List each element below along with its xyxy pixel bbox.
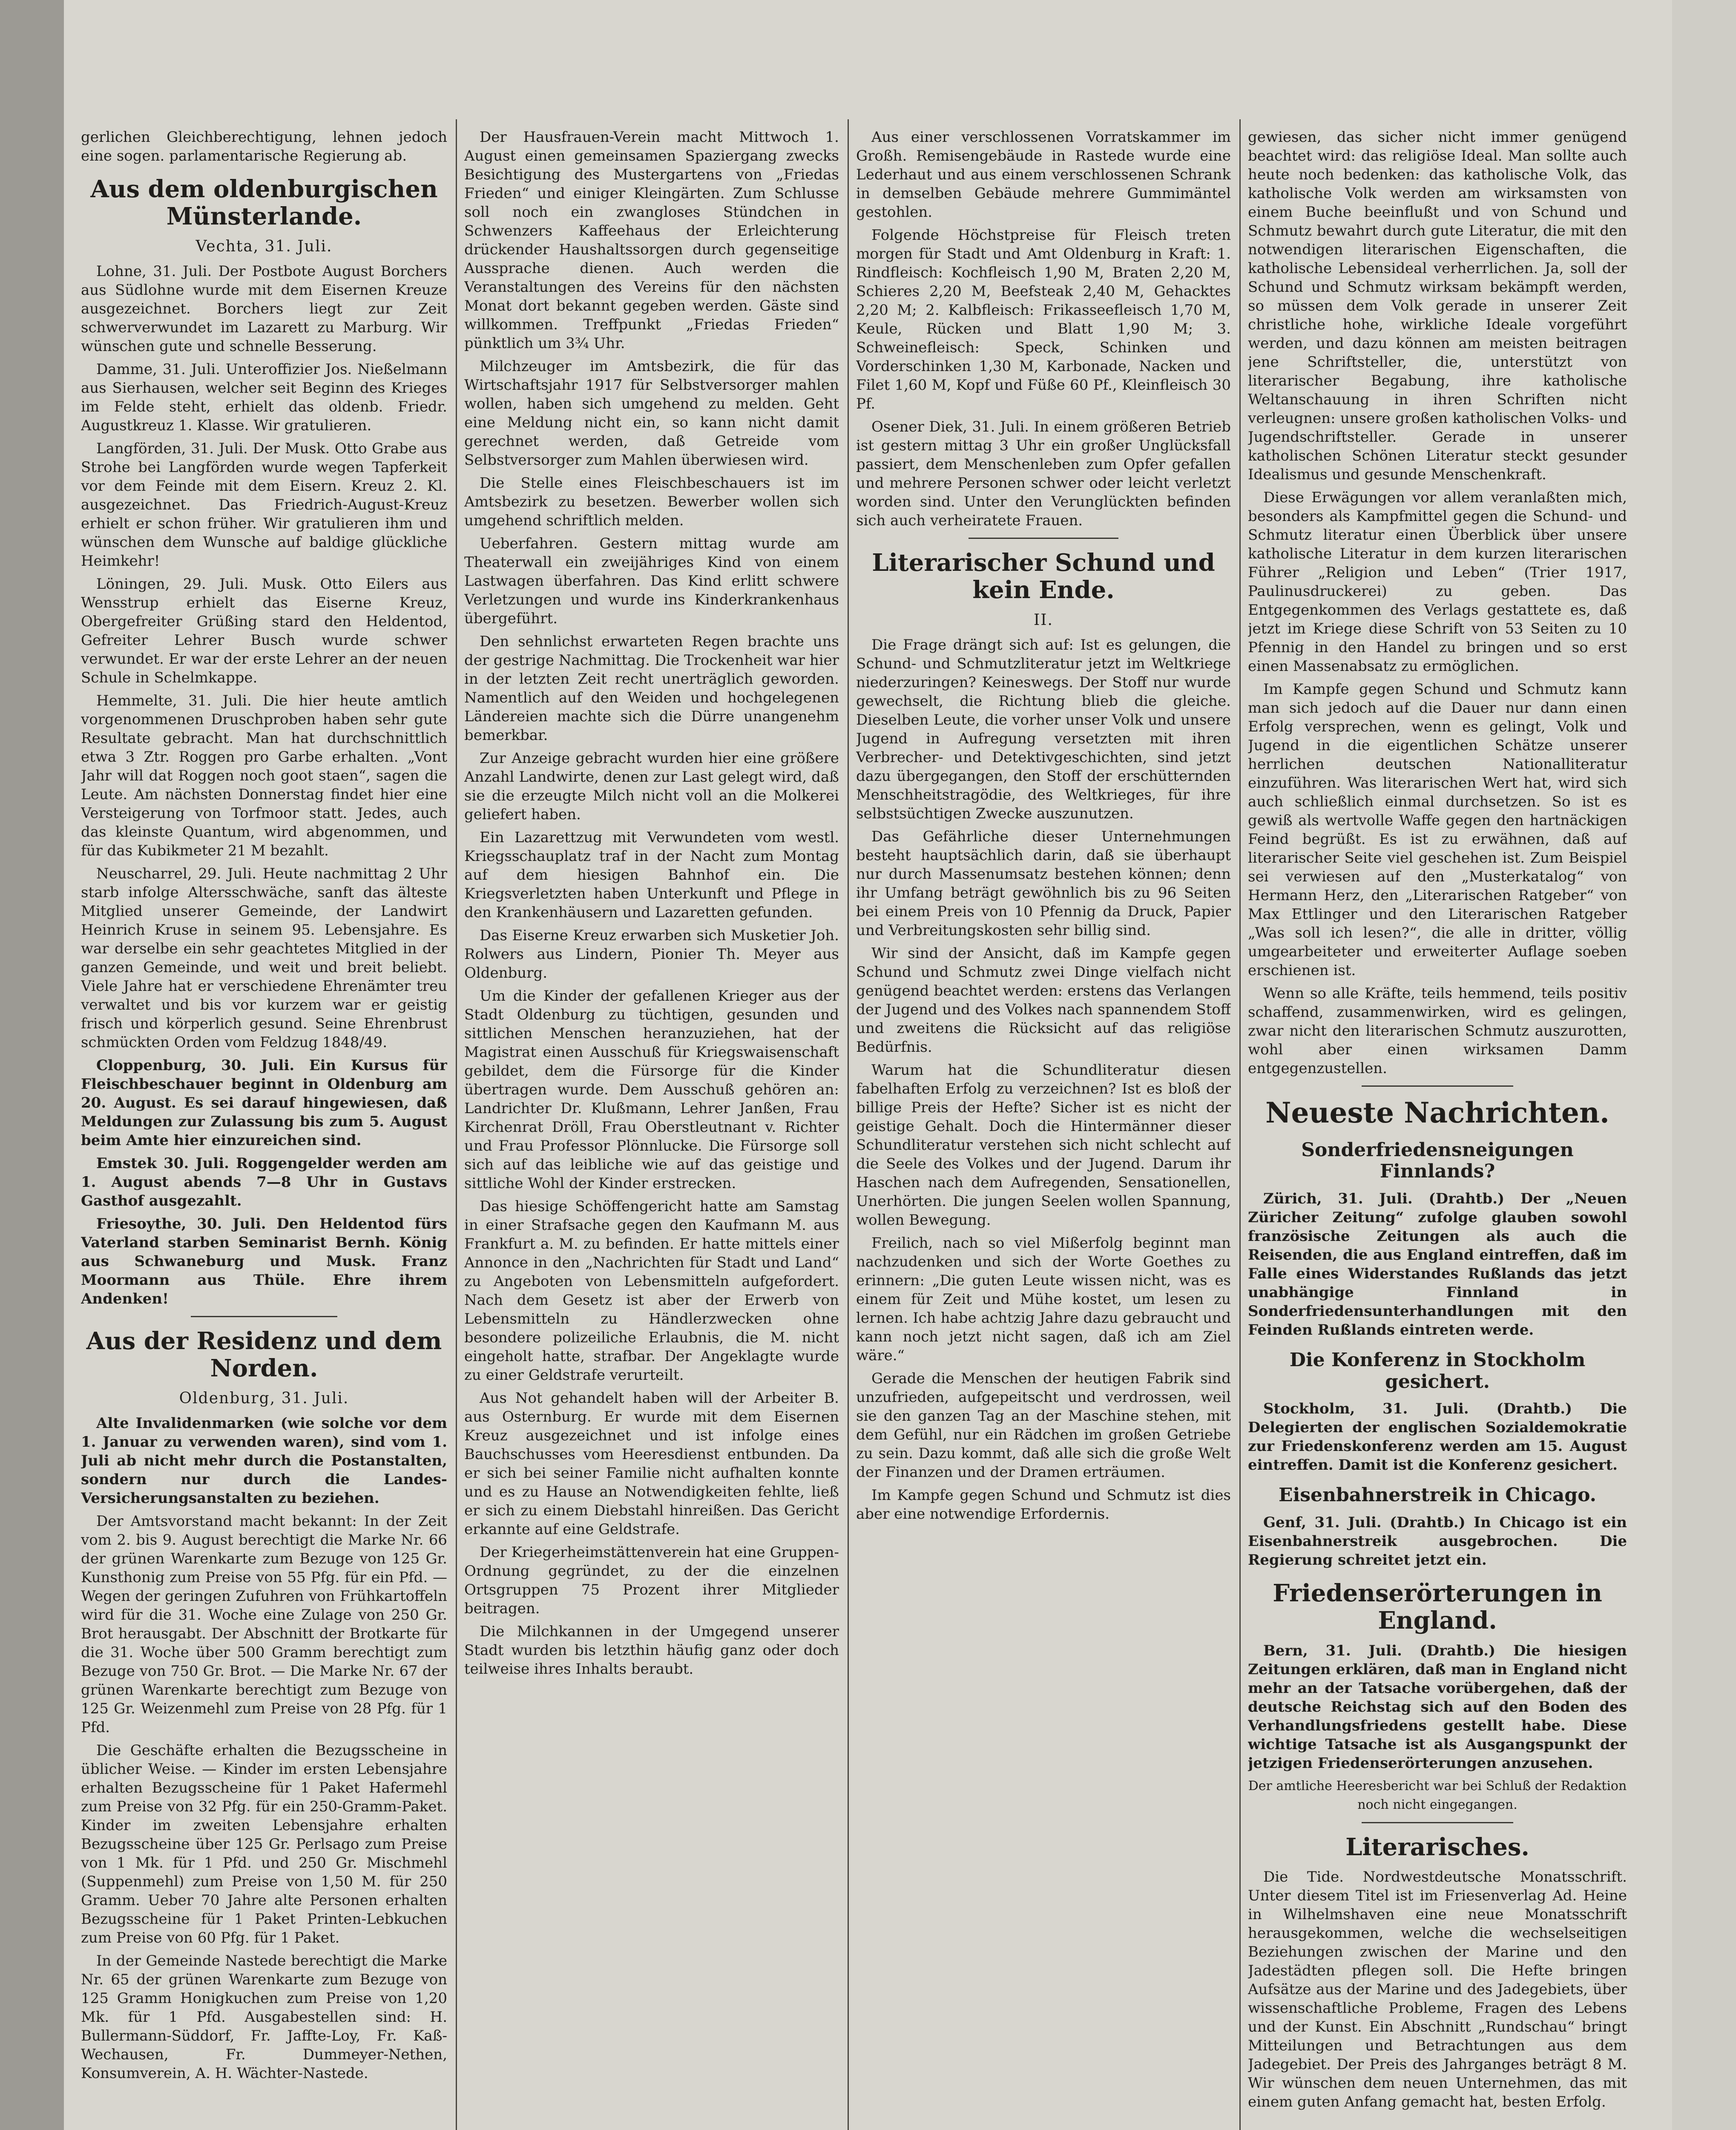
news-item: Zürich, 31. Juli. (Drahtb.) Der „Neuen Züricher Zeitung“ zufolge glauben sowohl französische Zeitungen als auch die Reisenden, die aus England eintreffen, daß im Falle eines Widerstandes Rußlands das jetzt unabhängige Finnland in Sonderfriedensunterhandlungen mit den Feinden Rußlands eintreten werde.: [1248, 1190, 1627, 1339]
article-paragraph: Folgende Höchstpreise für Fleisch treten morgen für Stadt und Amt Oldenburg in Kraft: 1. Rindfleisch: Kochfleisch 1,90 M, Braten 2,20 M, Schieres 2,20 M, Beefsteak 2,40 M, Gehacktes 2,20 M; 2. Kalbfleisch: Frikasseefleisch 1,70 M, Keule, Rücken und Blatt 1,90 M; 3. Schweinefleisch: Speck, Schinken und Vorderschinken 1,30 M, Karbonade, Nacken und Filet 1,60 M, Kopf und Füße 60 Pf., Kleinfleisch 30 Pf.: [856, 227, 1231, 412]
article-paragraph: Milchzeuger im Amtsbezirk, die für das Wirtschaftsjahr 1917 für Selbstversorger mahlen wollen, haben sich umgehend zu melden. Geht eine Meldung nicht ein, so kann nicht damit gerechnet werden, daß Getreide vom Selbstversorger zum Mahlen überwiesen wird.: [464, 358, 839, 469]
column-4: [1248, 128, 1627, 2130]
article-paragraph: Wenn so alle Kräfte, teils hemmend, teils positiv schaffend, zusammenwirken, wird es gelingen, zwar nicht den literarischen Schmutz auszurotten, wohl aber einen wirksamen Damm entgegenzustellen.: [1248, 985, 1627, 1077]
article-paragraph: Ein Lazarettzug mit Verwundeten vom westl. Kriegsschauplatz traf in der Nacht zum Montag auf dem hiesigen Bahnhof ein. Die Kriegsverletzten haben Unterkunft und Pflege in den Krankenhäusern und Lazaretten gefunden.: [464, 829, 839, 921]
divider: [1362, 1822, 1513, 1823]
article-paragraph: Die Geschäfte erhalten die Bezugsscheine in üblicher Weise. — Kinder im ersten Lebensjahre erhalten Bezugsscheine für 1 Paket Hafermehl zum Preise von 32 Pfg. für ein 250-Gramm-Paket. Kinder im zweiten Lebensjahre erhalten Bezugsscheine über 125 Gr. Perlsago zum Preise von 1 Mk. für 1 Pfd. und 250 Gr. Mischmehl (Suppenmehl) zum Preise von 1,50 M. für 250 Gramm. Ueber 70 Jahre alte Personen erhalten Bezugsscheine für 1 Paket Printen-Lebkuchen zum Preise von 60 Pfg. für 1 Paket.: [81, 1741, 447, 1946]
article-paragraph: Der Hausfrauen-Verein macht Mittwoch 1. August einen gemeinsamen Spaziergang zwecks Besichtigung des Mustergartens von „Friedas Frieden“ und einiger Kleingärten. Zum Schlusse soll noch ein zwangloses Stündchen in Schwenzers Kaffeehaus der Erleichterung drückender Haushaltssorgen durch gegenseitige Aussprache dienen. Auch werden die Veranstaltungen des Vereins für den nächsten Monat dort bekannt gegeben werden. Gäste sind willkommen. Treffpunkt „Friedas Frieden“ pünktlich um 3¾ Uhr.: [464, 129, 839, 352]
article-paragraph: Zur Anzeige gebracht wurden hier eine größere Anzahl Landwirte, denen zur Last gelegt wird, daß sie die erzeugte Milch nicht voll an die Molkerei geliefert haben.: [464, 750, 839, 823]
article-paragraph: Cloppenburg, 30. Juli. Ein Kursus für Fleischbeschauer beginnt in Oldenburg am 20. August. Es sei darauf hingewiesen, daß Meldungen zur Zulassung bis zum 5. August beim Amte hier einzureichen sind.: [81, 1056, 447, 1149]
article-paragraph: Den sehnlichst erwarteten Regen brachte uns der gestrige Nachmittag. Die Trockenheit war hier in der letzten Zeit recht unerträglich geworden. Namentlich auf den Weiden und hochgelegenen Ländereien machte sich die Dürre unangenehm bemerkbar.: [464, 633, 839, 744]
article-paragraph: Osener Diek, 31. Juli. In einem größeren Betrieb ist gestern mittag 3 Uhr ein großer Unglücksfall passiert, dem Menschenleben zum Opfer gefallen und mehrere Personen schwer oder leicht verletzt worden sind. Unter den Verunglückten befinden sich auch verheiratete Frauen.: [856, 418, 1231, 529]
column-2: [464, 128, 839, 2130]
article-paragraph: Diese Erwägungen vor allem veranlaßten mich, besonders als Kampfmittel gegen die Schund- und Schmutz literatur einen Überblick über unsere katholische Literatur in dem kurzen literarischen Führer „Religion und Leben“ (Trier 1917, Paulinusdruckerei) zu geben. Das Entgegenkommen des Verlags gestattete es, daß jetzt im Kriege diese Schrift von 53 Seiten zu 10 Pfennig in den Handel zu bringen und so erst einen Massenabsatz zu ermöglichen.: [1248, 489, 1627, 675]
article-paragraph: Alte Invalidenmarken (wie solche vor dem 1. Januar zu verwenden waren), sind vom 1. Juli ab nicht mehr durch die Postanstalten, sondern nur durch die Landes-Versicherungsanstalten zu beziehen.: [81, 1414, 447, 1507]
article-paragraph: Die Frage drängt sich auf: Ist es gelungen, die Schund- und Schmutzliteratur jetzt im Weltkriege niederzuringen? Keineswegs. Der Stoff nur wurde gewechselt, die Richtung blieb die gleiche. Dieselben Leute, die vorher unser Volk und unsere Jugend in Aufregung versetzten mit ihren Verbrecher- und Detektivgeschichten, sind jetzt dazu übergegangen, den Stoff der erschütternden Menschheitstragödie, des Weltkrieges, für ihre selbstsüchtigen Zwecke auszunutzen.: [856, 636, 1231, 822]
article-paragraph: Freilich, nach so viel Mißerfolg beginnt man nachzudenken und sich der Worte Goethes zu erinnern: „Die guten Leute wissen nicht, was es einem für Zeit und Mühe kostet, um lesen zu lernen. Ich habe achtzig Jahre dazu gebraucht und kann noch jetzt nicht sagen, daß ich am Ziel wäre.“: [856, 1234, 1231, 1364]
column-1: [81, 128, 447, 2130]
article-paragraph: Lohne, 31. Juli. Der Postbote August Borchers aus Südlohne wurde mit dem Eisernen Kreuze ausgezeichnet. Borchers liegt zur Zeit schwerverwundet im Lazarett zu Marburg. Wir wünschen gute und schnelle Besserung.: [81, 262, 447, 355]
column-rule: [1239, 119, 1241, 2130]
article-paragraph: In der Gemeinde Nastede berechtigt die Marke Nr. 65 der grünen Warenkarte zum Bezuge von 125 Gramm Honigkuchen zum Preise von 1,20 Mk. für 1 Pfd. Ausgabestellen sind: H. Bullermann-Süddorf, Fr. Jaffte-Loy, Fr. Kaß-Wechausen, Fr. Dummeyer-Nethen, Konsumverein, A. H. Wächter-Nastede.: [81, 1952, 447, 2082]
article-paragraph: Der Kriegerheimstättenverein hat eine Gruppen-Ordnung gegründet, zu der die einzelnen Ortsgruppen 75 Prozent ihrer Mitglieder beitragen.: [464, 1544, 839, 1617]
section-heading: Literarischer Schund und kein Ende.: [872, 549, 1215, 604]
news-subheading: Eisenbahnerstreik in Chicago.: [1279, 1484, 1596, 1506]
article-paragraph: Das hiesige Schöffengericht hatte am Samstag in einer Strafsache gegen den Kaufmann M. aus Frankfurt a. M. zu befinden. Er hatte mittels einer Annonce in den „Nachrichten für Stadt und Land“ zu Angeboten von Lebensmitteln aufgefordert. Nach dem Gesetz ist aber der Erwerb von Lebensmitteln zu Händlerzwecken ohne besondere polizeiliche Erlaubnis, die M. nicht eingeholt hatte, strafbar. Der Angeklagte wurde zu einer Geldstrafe verurteilt.: [464, 1198, 839, 1384]
page-margin: [1672, 0, 1736, 2130]
news-item: Stockholm, 31. Juli. (Drahtb.) Die Delegierten der englischen Sozialdemokratie zur Friedenskonferenz werden am 15. August eintreffen. Damit ist die Konferenz gesichert.: [1248, 1400, 1627, 1474]
article-paragraph: Gerade die Menschen der heutigen Fabrik sind unzufrieden, aufgepeitscht und verdrossen, weil sie den ganzen Tag an der Maschine stehen, mit dem Gefühl, nur ein Rädchen im großen Getriebe zu sein. Dazu kommt, daß alle sich die große Welt der Finanzen und der Dramen erträumen.: [856, 1370, 1231, 1481]
article-paragraph: Um die Kinder der gefallenen Krieger aus der Stadt Oldenburg zu tüchtigen, gesunden und sittlichen Menschen heranzuziehen, hat der Magistrat einen Ausschuß für Kriegswaisenschaft gebildet, dem die Fürsorge für die Kinder übertragen wurde. Dem Ausschuß gehören an: Landrichter Dr. Klußmann, Lehrer Janßen, Frau Kirchenrat Dröll, Frau Oberstleutnant v. Richter und Frau Professor Plönnlucke. Die Fürsorge soll sich auf das leibliche wie auf das geistige und sittliche Wohl der Kinder erstrecken.: [464, 987, 839, 1192]
article-paragraph: Die Tide. Nordwestdeutsche Monatsschrift. Unter diesem Titel ist im Friesenverlag Ad. Heine in Wilhelmshaven eine neue Monatsschrift herausgekommen, welche die wechselseitigen Beziehungen zwischen der Marine und den Jadestädten pflegen soll. Die Hefte bringen Aufsätze aus der Marine und des Jadegebiets, über wissenschaftliche Probleme, Fragen des Lebens und der Kunst. Ein Abschnitt „Rundschau“ bringt Mitteilungen und Betrachtungen aus dem Jadegebiet. Der Preis des Jahrganges beträgt 8 M. Wir wünschen dem neuen Unternehmen, das mit einem guten Anfang gemacht hat, besten Erfolg.: [1248, 1868, 1627, 2111]
news-subheading: Sonderfriedensneigungen Finnlands?: [1301, 1139, 1574, 1183]
article-paragraph: Im Kampfe gegen Schund und Schmutz ist dies aber eine notwendige Erfordernis.: [856, 1486, 1231, 1523]
article-paragraph: Langförden, 31. Juli. Der Musk. Otto Grabe aus Strohe bei Langförden wurde wegen Tapferkeit vor dem Feinde mit dem Eisern. Kreuz 2. Kl. ausgezeichnet. Das Friedrich-August-Kreuz erhielt er schon früher. Wir gratulieren ihm und wünschen dem Wunsche auf baldige glückliche Heimkehr!: [81, 440, 447, 570]
article-paragraph: Neuscharrel, 29. Juli. Heute nachmittag 2 Uhr starb infolge Altersschwäche, sanft das älteste Mitglied unserer Gemeinde, der Landwirt Heinrich Kruse in seinem 95. Lebensjahre. Es war derselbe ein sehr geachtetes Mitglied in der ganzen Gemeinde, und weit und breit beliebt. Viele Jahre hat er verschiedene Ehrenämter treu verwaltet und bis vor kurzem war er geistig frisch und körperlich gesund. Seine Ehrenbrust schmückten Orden vom Feldzug 1848/49.: [81, 865, 447, 1051]
article-paragraph: Aus Not gehandelt haben will der Arbeiter B. aus Osternburg. Er wurde mit dem Eisernen Kreuz ausgezeichnet und ist infolge eines Bauchschusses vom Heeresdienst entbunden. Da er sich bei seiner Familie nicht aufhalten konnte und es zu Hause an Notwendigkeiten fehlte, ließ er sich zu einem Diebstahl hinreißen. Das Gericht erkannte auf eine Geldstrafe.: [464, 1390, 839, 1538]
editorial-note: Der amtliche Heeresbericht war bei Schluß der Redaktion noch nicht eingegangen.: [1248, 1778, 1627, 1812]
article-paragraph: Ueberfahren. Gestern mittag wurde am Theaterwall ein zweijähriges Kind von einem Lastwagen überfahren. Das Kind erlitt schwere Verletzungen und wurde ins Kinderkrankenhaus übergeführt.: [464, 535, 839, 627]
article-paragraph: Aus einer verschlossenen Vorratskammer im Großh. Remisengebäude in Rastede wurde eine Lederhaut und aus einem verschlossenen Schrank in demselben Gebäude mehrere Gummimäntel gestohlen.: [856, 129, 1231, 221]
divider: [191, 1316, 337, 1317]
article-paragraph: Die Milchkannen in der Umgegend unserer Stadt wurden bis letzthin häufig ganz oder doch teilweise ihres Inhalts beraubt.: [464, 1623, 839, 1678]
article-paragraph: Löningen, 29. Juli. Musk. Otto Eilers aus Wensstrup erhielt das Eiserne Kreuz, Obergefreiter Grüßing stard den Heldentod, Gefreiter Lehrer Busch wurde schwer verwundet. Er war der erste Lehrer an der neuen Schule in Schelmkappe.: [81, 575, 447, 686]
divider: [1362, 1085, 1513, 1087]
section-heading: Literarisches.: [1345, 1833, 1529, 1861]
article-paragraph: Damme, 31. Juli. Unteroffizier Jos. Nießelmann aus Sierhausen, welcher seit Beginn des Krieges im Felde steht, erhielt das oldenb. Friedr. Augustkreuz 1. Klasse. Wir gratulieren.: [81, 360, 447, 434]
news-subheading: Die Konferenz in Stockholm gesichert.: [1289, 1349, 1586, 1393]
section-heading: Aus der Residenz und dem Norden.: [86, 1327, 442, 1383]
column-rule: [848, 119, 849, 2130]
article-paragraph: Wir sind der Ansicht, daß im Kampfe gegen Schund und Schmutz zwei Dinge vielfach nicht genügend beachtet werden: erstens das Verlangen der Jugend und des Volkes nach spannendem Stoff und zweitens die Rücksicht auf das religiöse Bedürfnis.: [856, 944, 1231, 1056]
intro-text: gerlichen Gleichberechtigung, lehnen jedoch eine sogen. parlamentarische Regierung ab.: [81, 129, 447, 164]
article-paragraph: Warum hat die Schundliteratur diesen fabelhaften Erfolg zu verzeichnen? Ist es bloß der billige Preis der Hefte? Sicher ist es nicht der geistige Gehalt. Doch die Hintermänner dieser Schundliteratur verstehen sich nicht schlecht auf die Seele des Volkes und der Jugend. Darum ihr Haschen nach dem Aufregenden, Sensationellen, Unerhörten. Die jungen Seelen wollen Spannung, wollen Bewegung.: [856, 1061, 1231, 1229]
article-paragraph: Der Amtsvorstand macht bekannt: In der Zeit vom 2. bis 9. August berechtigt die Marke Nr. 66 der grünen Warenkarte zum Bezuge von 125 Gr. Kunsthonig zum Preise von 55 Pfg. für ein Pfd. — Wegen der geringen Zufuhren von Frühkartoffeln wird für die 31. Woche eine Zulage von 250 Gr. Brot herausgabt. Der Abschnitt der Brotkarte für die 31. Woche über 500 Gramm berechtigt zum Bezuge von 750 Gr. Brot. — Die Marke Nr. 67 der grünen Warenkarte berechtigt zum Bezuge von 125 Gr. Weizenmehl zum Preise von 28 Pfg. für 1 Pfd.: [81, 1512, 447, 1736]
news-item: Bern, 31. Juli. (Drahtb.) Die hiesigen Zeitungen erklären, daß man in England nicht mehr an der Tatsache vorübergehen, daß der deutsche Reichstag sich auf den Boden des Verhandlungsfriedens gestellt habe. Diese wichtige Tatsache ist als Ausgangspunkt der jetzigen Friedenserörterungen anzusehen.: [1248, 1642, 1627, 1772]
news-item: Genf, 31. Juli. (Drahtb.) In Chicago ist ein Eisenbahnerstreik ausgebrochen. Die Regierung schreitet jetzt ein.: [1248, 1514, 1627, 1569]
news-subheading: Friedenserörterungen in England.: [1273, 1579, 1602, 1635]
part-numeral: II.: [1034, 611, 1053, 629]
column-3: [856, 128, 1231, 2130]
article-paragraph: Die Stelle eines Fleischbeschauers ist im Amtsbezirk zu besetzen. Bewerber wollen sich umgehend schriftlich melden.: [464, 475, 839, 529]
article-paragraph: gewiesen, das sicher nicht immer genügend beachtet wird: das religiöse Ideal. Man sollte auch heute noch bedenken: das katholische Volk, das katholische Volk werden am wirksamsten von einem Buche beeinflußt und von Schund und Schmutz bewahrt durch gute Literatur, die mit den notwendigen literarischen Eigenschaften, die katholische Lebensideal verherrlichen. Ja, soll der Schund und Schmutz wirksam bekämpft werden, so müssen dem Volk gerade in unserer Zeit christliche hohe, wirkliche Ideale vorgeführt werden, und dazu können am meisten beitragen jene Schriftsteller, die, unterstützt von literarischer Begabung, ihre katholische Weltanschauung in ihren Schriften nicht verleugnen: unsere großen katholischen Volks- und Jugendschriftsteller. Gerade in unserer katholischen Schönen Literatur steckt gesunder Idealismus und gesunde Menschenkraft.: [1248, 129, 1627, 483]
section-heading: Neueste Nachrichten.: [1265, 1096, 1610, 1129]
article-paragraph: Friesoythe, 30. Juli. Den Heldentod fürs Vaterland starben Seminarist Bernh. König aus Schwaneburg und Musk. Franz Moormann aus Thüle. Ehre ihrem Andenken!: [81, 1215, 447, 1307]
article-paragraph: Das Gefährliche dieser Unternehmungen besteht hauptsächlich darin, daß sie überhaupt nur durch Massenumsatz bestehen können; denn ihr Umfang beträgt gewöhnlich bis zu 96 Seiten bei einem Preis von 10 Pfennig da Druck, Papier und Verbreitungskosten sehr billig sind.: [856, 828, 1231, 939]
binding-edge: [0, 0, 64, 2130]
dateline: Oldenburg, 31. Juli.: [179, 1389, 349, 1407]
dateline: Vechta, 31. Juli.: [195, 237, 333, 255]
article-paragraph: Hemmelte, 31. Juli. Die hier heute amtlich vorgenommenen Druschproben haben sehr gute Resultate gebracht. Man hat durchschnittlich etwa 3 Ztr. Roggen pro Garbe erhalten. „Vont Jahr will dat Roggen noch goot staen“, sagen die Leute. Am nächsten Donnerstag findet hier eine Versteigerung von Torfmoor statt. Jedes, auch das kleinste Quantum, wird abgenommen, und für das Kubikmeter 21 M bezahlt.: [81, 692, 447, 859]
article-paragraph: Das Eiserne Kreuz erwarben sich Musketier Joh. Rolwers aus Lindern, Pionier Th. Meyer aus Oldenburg.: [464, 927, 839, 982]
section-heading: Aus dem oldenburgischen Münsterlande.: [90, 175, 438, 231]
column-rule: [456, 119, 457, 2130]
divider: [969, 538, 1118, 539]
article-paragraph: Emstek 30. Juli. Roggengelder werden am 1. August abends 7—8 Uhr in Gustavs Gasthof ausgezahlt.: [81, 1154, 447, 1209]
article-paragraph: Im Kampfe gegen Schund und Schmutz kann man sich jedoch auf die Dauer nur dann einen Erfolg versprechen, wenn es gelingt, Volk und Jugend in die eigentlichen Schätze unserer herrlichen deutschen Nationalliteratur einzuführen. Was literarischen Wert hat, wird sich auch schließlich einmal durchsetzen. So ist es gewiß als wertvolle Waffe gegen den hartnäckigen Feind begrüßt. Es ist zu erwähnen, daß auf literarischer Seite viel geschehen ist. Zum Beispiel sei verwiesen auf den „Musterkatalog“ von Hermann Herz, den „Literarischen Ratgeber“ von Max Ettlinger und den Literarischen Ratgeber „Was soll ich lesen?“, die alle in dritter, völlig umgearbeiteter und erweiterter Auflage soeben erschienen ist.: [1248, 681, 1627, 979]
